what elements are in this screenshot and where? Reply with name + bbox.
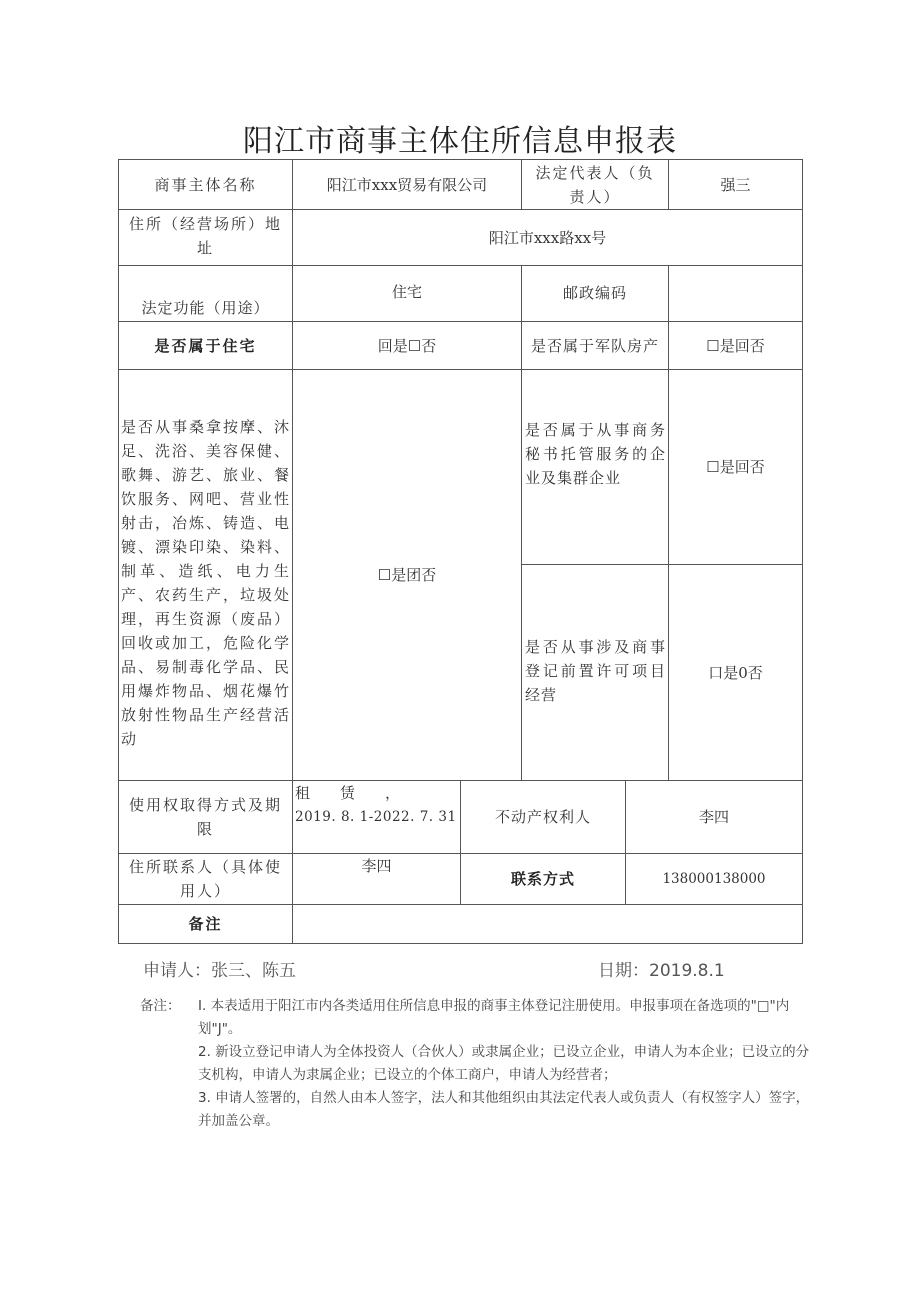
residential-checkbox[interactable]: 回是☐否	[293, 322, 522, 370]
military-checkbox[interactable]: ☐是回否	[669, 322, 802, 370]
contact-person-label: 住所联系人（具体使用人）	[119, 854, 293, 905]
notes-label: 备注：	[140, 998, 181, 1014]
declaration-form	[118, 159, 803, 944]
residential-label: 是否属于住宅	[119, 322, 293, 370]
form-title: 阳江市商事主体住所信息申报表	[243, 124, 677, 159]
legal-rep-label: 法定代表人（负责人）	[522, 160, 669, 210]
contact-method-label: 联系方式	[461, 854, 626, 905]
remarks-value[interactable]	[293, 905, 802, 943]
note-text: 新设立登记申请人为全体投资人（合伙人）或隶属企业；已设立企业，申请人为本企业；已设立的分支机构，申请人为隶属企业；已设立的个体工商户，申请人为经营者；	[198, 1044, 810, 1083]
secretarial-checkbox[interactable]: ☐是回否	[669, 370, 802, 565]
prelicense-checkbox[interactable]: 口是0否	[669, 565, 802, 781]
applicant-signature: 申请人：张三、陈五	[143, 961, 296, 981]
use-right-value[interactable]	[293, 781, 461, 854]
property-owner-label: 不动产权利人	[461, 781, 626, 854]
note-item	[140, 1041, 810, 1087]
note-text: 本表适用于阳江市内各类适用住所信息申报的商事主体登记注册使用。申报事项在备选项的"□"内划"J"。	[198, 998, 790, 1037]
legal-rep-value[interactable]: 强三	[669, 160, 802, 210]
military-label: 是否属于军队房产	[522, 322, 669, 370]
application-date: 日期：2019.8.1	[598, 961, 725, 981]
note-number: I.	[198, 998, 207, 1014]
activities-label: 是否从事桑拿按摩、沐足、洗浴、美容保健、歌舞、游艺、旅业、餐饮服务、网吧、营业性射击，冶炼、铸造、电镀、漂染印染、染料、制革、造纸、电力生产、农药生产，垃圾处理，再生资源（废品）回收或加工，危险化学品、易制毒化学品、民用爆炸物品、烟花爆竹放射性物品生产经营活动	[119, 370, 293, 781]
postcode-label: 邮政编码	[522, 266, 669, 322]
postcode-value[interactable]	[669, 266, 802, 322]
use-right-method: 租 赁 ，	[295, 784, 401, 802]
function-label: 法定功能（用途）	[119, 266, 293, 322]
contact-person-value[interactable]: 李四	[293, 854, 461, 905]
note-number: 2.	[198, 1044, 211, 1060]
use-right-period: 2019. 8. 1-2022. 7. 31	[295, 809, 457, 825]
address-value[interactable]: 阳江市xxx路xx号	[293, 210, 802, 266]
prelicense-label: 是否从事涉及商事登记前置许可项目经营	[522, 565, 669, 781]
entity-name-value[interactable]: 阳江市xxx贸易有限公司	[293, 160, 522, 210]
remarks-label: 备注	[119, 905, 293, 943]
secretarial-label: 是否属于从事商务秘书托管服务的企业及集群企业	[522, 370, 669, 565]
function-value[interactable]: 住宅	[293, 266, 522, 322]
contact-method-value[interactable]: 138000138000	[626, 854, 802, 905]
note-item	[140, 995, 810, 1041]
address-label: 住所（经营场所）地址	[119, 210, 293, 266]
note-number: 3.	[198, 1090, 211, 1106]
note-text: 申请人签署的，自然人由本人签字，法人和其他组织由其法定代表人或负责人（有权签字人）签字，并加盖公章。	[198, 1090, 810, 1129]
note-item	[140, 1087, 810, 1133]
notes-section	[140, 995, 810, 1133]
entity-name-label: 商事主体名称	[119, 160, 293, 210]
use-right-label: 使用权取得方式及期限	[119, 781, 293, 854]
activities-checkbox[interactable]: ☐是团否	[293, 370, 522, 781]
property-owner-value[interactable]: 李四	[626, 781, 802, 854]
